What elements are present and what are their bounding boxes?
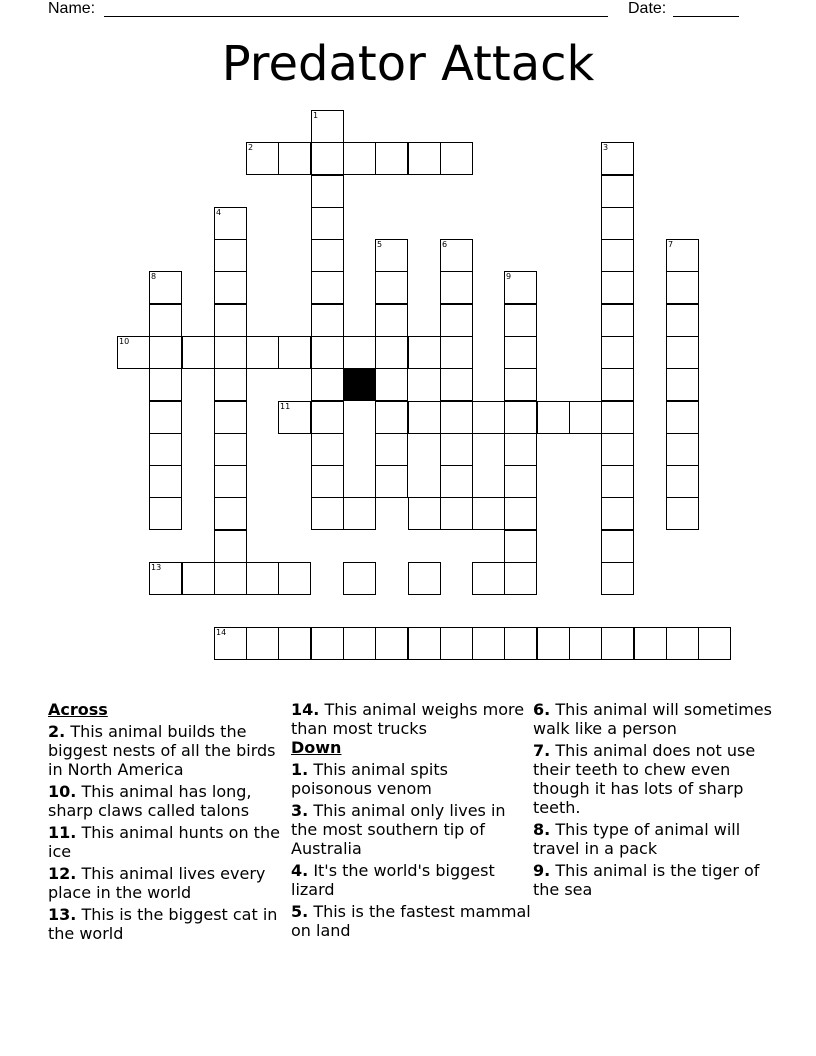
grid-cell[interactable] [666, 336, 699, 369]
clue-down-6: 6. This animal will sometimes walk like a person [533, 700, 772, 738]
grid-cell[interactable] [149, 336, 182, 369]
clue-number: 6 [442, 240, 448, 249]
grid-cell[interactable] [278, 336, 311, 369]
grid-cell[interactable] [440, 401, 473, 434]
clue-number: 3 [603, 143, 609, 152]
clue-number: 1 [313, 111, 319, 120]
grid-cell[interactable] [601, 207, 634, 240]
grid-cell[interactable] [246, 142, 279, 175]
grid-cell[interactable] [182, 336, 215, 369]
grid-cell[interactable] [504, 627, 537, 660]
puzzle-title: Predator Attack [221, 36, 595, 92]
clue-down-9: 9. This animal is the tiger of the sea [533, 861, 760, 899]
grid-cell[interactable] [214, 627, 247, 660]
clue-column-2 [291, 700, 531, 943]
grid-cell[interactable] [440, 497, 473, 530]
grid-cell[interactable] [343, 627, 376, 660]
grid-cell[interactable] [246, 627, 279, 660]
grid-cell[interactable] [375, 304, 408, 337]
grid-cell[interactable] [149, 271, 182, 304]
grid-cell[interactable] [214, 562, 247, 595]
grid-cell[interactable] [408, 562, 441, 595]
date-label: Date: [628, 0, 667, 17]
down-heading: Down [291, 738, 342, 757]
grid-cell[interactable] [311, 175, 344, 208]
grid-cell[interactable] [440, 304, 473, 337]
grid-cell[interactable] [698, 627, 731, 660]
clue-number: 11 [280, 402, 291, 411]
grid-cell[interactable] [311, 433, 344, 466]
grid-cell[interactable] [214, 271, 247, 304]
grid-cell[interactable] [601, 368, 634, 401]
grid-cell[interactable] [149, 368, 182, 401]
clue-number: 9 [506, 272, 512, 281]
clue-number: 4 [216, 208, 222, 217]
grid-cell[interactable] [311, 271, 344, 304]
clue-down-4: 4. It's the world's biggest lizard [291, 861, 495, 899]
grid-cell[interactable] [440, 142, 473, 175]
clue-down-5: 5. This is the fastest mammal on land [291, 902, 531, 940]
clue-number: 2 [248, 143, 254, 152]
grid-cell[interactable] [569, 627, 602, 660]
grid-cell[interactable] [343, 336, 376, 369]
grid-cell[interactable] [569, 401, 602, 434]
grid-cell[interactable] [472, 627, 505, 660]
grid-cell[interactable] [311, 401, 344, 434]
name-label: Name: [48, 0, 96, 17]
grid-cell[interactable] [214, 239, 247, 272]
grid-cell[interactable] [601, 271, 634, 304]
grid-cell[interactable] [440, 465, 473, 498]
grid-cell[interactable] [408, 401, 441, 434]
grid-cell[interactable] [601, 239, 634, 272]
clue-column-3 [533, 700, 773, 902]
grid-cell[interactable] [504, 433, 537, 466]
grid-cell[interactable] [666, 304, 699, 337]
grid-cell[interactable] [278, 142, 311, 175]
grid-cell[interactable] [149, 433, 182, 466]
grid-cell[interactable] [343, 562, 376, 595]
grid-cell[interactable] [634, 627, 667, 660]
clue-number: 14 [216, 628, 227, 637]
grid-cell[interactable] [214, 433, 247, 466]
clue-down-3: 3. This animal only lives in the most southern tip of Australia [291, 801, 506, 858]
grid-cell[interactable] [504, 497, 537, 530]
grid-cell[interactable] [149, 562, 182, 595]
grid-cell[interactable] [278, 562, 311, 595]
grid-cell[interactable] [375, 142, 408, 175]
grid-cell[interactable] [278, 627, 311, 660]
clue-down-1: 1. This animal spits poisonous venom [291, 760, 448, 798]
grid-cell[interactable] [214, 497, 247, 530]
grid-cell[interactable] [343, 142, 376, 175]
grid-cell[interactable] [440, 433, 473, 466]
grid-cell[interactable] [311, 368, 344, 401]
grid-cell[interactable] [375, 465, 408, 498]
grid-cell[interactable] [311, 465, 344, 498]
grid-cell[interactable] [278, 401, 311, 434]
clue-across-12: 12. This animal lives every place in the world [48, 864, 266, 902]
grid-cell[interactable] [311, 304, 344, 337]
grid-cell[interactable] [440, 336, 473, 369]
grid-cell[interactable] [311, 239, 344, 272]
grid-cell[interactable] [504, 465, 537, 498]
grid-cell[interactable] [504, 368, 537, 401]
grid-cell[interactable] [440, 239, 473, 272]
grid-cell[interactable] [214, 207, 247, 240]
grid-cell[interactable] [537, 627, 570, 660]
grid-cell[interactable] [472, 401, 505, 434]
grid-cell[interactable] [214, 465, 247, 498]
grid-cell[interactable] [666, 368, 699, 401]
grid-cell[interactable] [666, 627, 699, 660]
grid-cell[interactable] [214, 304, 247, 337]
clue-number: 10 [119, 337, 130, 346]
grid-cell[interactable] [504, 336, 537, 369]
clue-number: 7 [668, 240, 674, 249]
clue-column-1 [48, 700, 288, 946]
grid-cell[interactable] [472, 497, 505, 530]
grid-cell[interactable] [117, 336, 150, 369]
grid-cell[interactable] [601, 530, 634, 563]
grid-cell[interactable] [214, 368, 247, 401]
grid-cell[interactable] [375, 627, 408, 660]
grid-cell[interactable] [149, 465, 182, 498]
grid-cell[interactable] [601, 627, 634, 660]
grid-cell[interactable] [601, 175, 634, 208]
clue-number: 13 [151, 563, 162, 572]
grid-cell[interactable] [504, 530, 537, 563]
grid-cell[interactable] [504, 401, 537, 434]
grid-cell[interactable] [440, 271, 473, 304]
grid-cell[interactable] [666, 401, 699, 434]
grid-cell[interactable] [504, 271, 537, 304]
clue-down-7: 7. This animal does not use their teeth to chew even though it has lots of sharp teeth. [533, 741, 756, 817]
grid-cell[interactable] [375, 401, 408, 434]
clue-across-11: 11. This animal hunts on the ice [48, 823, 280, 861]
grid-cell[interactable] [343, 497, 376, 530]
grid-cell[interactable] [375, 239, 408, 272]
grid-cell[interactable] [537, 401, 570, 434]
grid-block [343, 368, 376, 401]
grid-cell[interactable] [601, 336, 634, 369]
grid-cell[interactable] [149, 401, 182, 434]
grid-cell[interactable] [214, 530, 247, 563]
grid-cell[interactable] [601, 497, 634, 530]
grid-cell[interactable] [601, 304, 634, 337]
across-heading: Across [48, 700, 108, 719]
grid-cell[interactable] [408, 142, 441, 175]
clue-across-14: 14. This animal weighs more than most trucks [291, 700, 525, 738]
grid-cell[interactable] [375, 336, 408, 369]
grid-cell[interactable] [666, 239, 699, 272]
grid-cell[interactable] [601, 465, 634, 498]
grid-cell[interactable] [375, 433, 408, 466]
grid-cell[interactable] [311, 207, 344, 240]
grid-cell[interactable] [408, 497, 441, 530]
grid-cell[interactable] [246, 336, 279, 369]
grid-cell[interactable] [311, 497, 344, 530]
grid-cell[interactable] [214, 401, 247, 434]
clue-across-10: 10. This animal has long, sharp claws called talons [48, 782, 252, 820]
grid-cell[interactable] [666, 271, 699, 304]
grid-cell[interactable] [666, 497, 699, 530]
grid-cell[interactable] [311, 142, 344, 175]
grid-cell[interactable] [214, 336, 247, 369]
grid-cell[interactable] [246, 562, 279, 595]
grid-cell[interactable] [375, 368, 408, 401]
grid-cell[interactable] [311, 110, 344, 143]
clue-down-8: 8. This type of animal will travel in a pack [533, 820, 741, 858]
grid-cell[interactable] [504, 562, 537, 595]
clue-number: 5 [377, 240, 383, 249]
grid-cell[interactable] [375, 271, 408, 304]
grid-cell[interactable] [440, 368, 473, 401]
grid-cell[interactable] [182, 562, 215, 595]
grid-cell[interactable] [311, 336, 344, 369]
grid-cell[interactable] [472, 562, 505, 595]
grid-cell[interactable] [601, 433, 634, 466]
grid-cell[interactable] [666, 433, 699, 466]
grid-cell[interactable] [440, 627, 473, 660]
grid-cell[interactable] [601, 562, 634, 595]
clue-across-13: 13. This is the biggest cat in the world [48, 905, 278, 943]
clue-number: 8 [151, 272, 157, 281]
clue-across-2: 2. This animal builds the biggest nests of all the birds in North America [48, 722, 276, 779]
grid-cell[interactable] [149, 304, 182, 337]
grid-cell[interactable] [601, 142, 634, 175]
grid-cell[interactable] [149, 497, 182, 530]
grid-cell[interactable] [311, 627, 344, 660]
grid-cell[interactable] [504, 304, 537, 337]
grid-cell[interactable] [601, 401, 634, 434]
grid-cell[interactable] [408, 336, 441, 369]
grid-cell[interactable] [666, 465, 699, 498]
grid-cell[interactable] [408, 627, 441, 660]
